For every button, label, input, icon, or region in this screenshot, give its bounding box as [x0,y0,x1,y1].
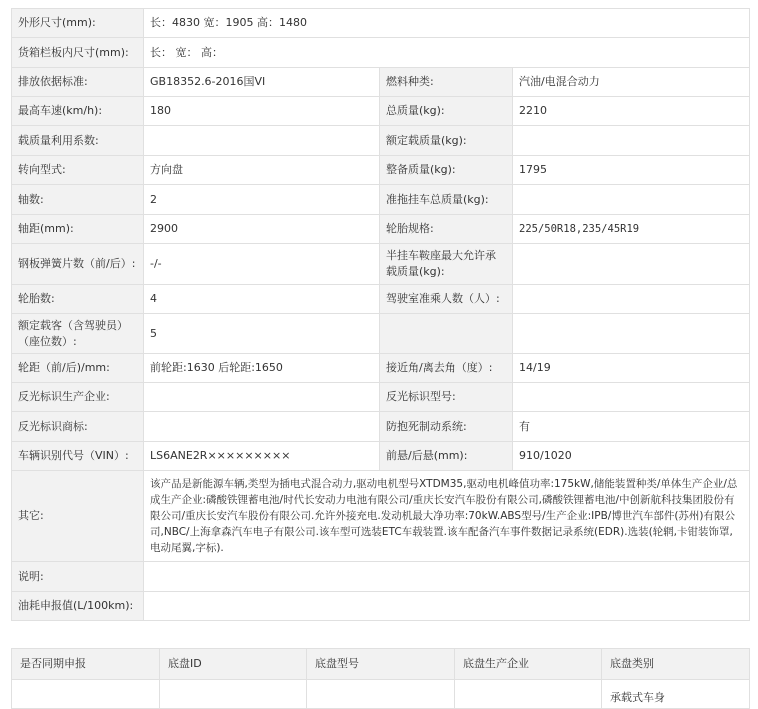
curb-mass-value: 1795 [513,156,750,185]
total-mass-label: 总质量(kg): [380,97,513,126]
load-utilization-label: 载质量利用系数: [12,126,144,156]
steering-label: 转向型式: [12,156,144,185]
saddle-load-label: 半挂车鞍座最大允许承载质量(kg): [380,244,513,285]
approach-departure-label: 接近角/离去角（度）: [380,354,513,383]
cargo-dimensions-label: 货箱栏板内尺寸(mm): [12,38,144,68]
curb-mass-label: 整备质量(kg): [380,156,513,185]
dimensions-value: 长：4830 宽：1905 高：1480 [144,9,750,38]
chassis-col-header: 是否同期申报 [12,649,160,680]
max-speed-label: 最高车速(km/h): [12,97,144,126]
blank-label [380,314,513,354]
tires-value: 4 [144,285,380,314]
cab-passengers-label: 驾驶室准乘人数（人）: [380,285,513,314]
fuel-consumption-label: 油耗申报值(L/100km): [12,592,144,621]
abs-value: 有 [513,412,750,442]
spec-row [12,244,750,285]
abs-label: 防抱死制动系统: [380,412,513,442]
spec-row [12,156,750,185]
axles-value: 2 [144,185,380,215]
vin-label: 车辆识别代号（VIN）: [12,442,144,471]
chassis-cell [307,680,455,709]
spec-row [12,68,750,97]
rated-seats-label: 额定载客（含驾驶员）（座位数）: [12,314,144,354]
rated-load-value [513,126,750,156]
track-label: 轮距（前/后)/mm: [12,354,144,383]
spec-row [12,592,750,621]
other-label: 其它: [12,471,144,562]
rated-load-label: 额定载质量(kg): [380,126,513,156]
spec-row [12,97,750,126]
fuel-type-value: 汽油/电混合动力 [513,68,750,97]
axles-label: 轴数: [12,185,144,215]
chassis-cell: 承载式车身 [602,680,750,709]
chassis-col-header: 底盘生产企业 [455,649,602,680]
other-value: 该产品是新能源车辆,类型为插电式混合动力,驱动电机型号XTDM35,驱动电机峰值功率:175kW,储能装置种类/单体生产企业/总成生产企业:磷酸铁锂蓄电池/时代长安动力电池有限公司/重庆长安汽车股份有限公司,磷酸铁锂蓄电池/中创新航科技集团股份有限公司/重庆长安汽车股份有限公司.允许外接充电.发动机最大净功率:70kW.ABS型号/生产企业:IPB/博世汽车部件(苏州)有限公司,NBC/上海拿森汽车电子有限公司.该车型可选装ETC车载装置.该车配备汽车事件数据记录系统(EDR).选装(轮辋,卡钳装饰罩,电动尾翼,字标). [144,471,750,562]
spec-row [12,314,750,354]
cargo-dimensions-value: 长： 宽： 高： [144,38,750,68]
chassis-cell [455,680,602,709]
spec-row [12,285,750,314]
reflector-model-label: 反光标识型号: [380,383,513,412]
chassis-col-header: 底盘型号 [307,649,455,680]
saddle-load-value [513,244,750,285]
track-value: 前轮距:1630 后轮距:1650 [144,354,380,383]
spec-row [12,185,750,215]
emission-standard-label: 排放依据标准: [12,68,144,97]
spec-row [12,412,750,442]
tire-spec-value: 225/50R18,235/45R19 [513,215,750,244]
note-label: 说明: [12,562,144,592]
reflector-maker-label: 反光标识生产企业: [12,383,144,412]
chassis-row [12,680,750,709]
wheelbase-label: 轴距(mm): [12,215,144,244]
chassis-table [11,648,750,709]
note-value [144,562,750,592]
leaf-springs-label: 钢板弹簧片数（前/后）: [12,244,144,285]
fuel-consumption-value [144,592,750,621]
trailer-mass-label: 准拖挂车总质量(kg): [380,185,513,215]
spec-row [12,471,750,562]
tires-label: 轮胎数: [12,285,144,314]
chassis-col-header: 底盘类别 [602,649,750,680]
spec-row [12,354,750,383]
cab-passengers-value [513,285,750,314]
trailer-mass-value [513,185,750,215]
reflector-model-value [513,383,750,412]
wheelbase-value: 2900 [144,215,380,244]
vehicle-spec-table [11,8,750,621]
max-speed-value: 180 [144,97,380,126]
dimensions-label: 外形尺寸(mm): [12,9,144,38]
spec-row [12,126,750,156]
chassis-cell [12,680,160,709]
spec-row [12,442,750,471]
steering-value: 方向盘 [144,156,380,185]
total-mass-value: 2210 [513,97,750,126]
reflector-maker-value [144,383,380,412]
chassis-col-header: 底盘ID [160,649,307,680]
overhang-value: 910/1020 [513,442,750,471]
tire-spec-label: 轮胎规格: [380,215,513,244]
chassis-cell [160,680,307,709]
spec-row [12,38,750,68]
spec-row [12,562,750,592]
load-utilization-value [144,126,380,156]
emission-standard-value: GB18352.6-2016国VI [144,68,380,97]
blank-value [513,314,750,354]
rated-seats-value: 5 [144,314,380,354]
vin-value: LS6ANE2R××××××××× [144,442,380,471]
approach-departure-value: 14/19 [513,354,750,383]
leaf-springs-value: -/- [144,244,380,285]
spec-row [12,9,750,38]
spec-row [12,383,750,412]
fuel-type-label: 燃料种类: [380,68,513,97]
reflector-brand-label: 反光标识商标: [12,412,144,442]
chassis-header-row [12,649,750,680]
reflector-brand-value [144,412,380,442]
overhang-label: 前悬/后悬(mm): [380,442,513,471]
spec-row [12,215,750,244]
